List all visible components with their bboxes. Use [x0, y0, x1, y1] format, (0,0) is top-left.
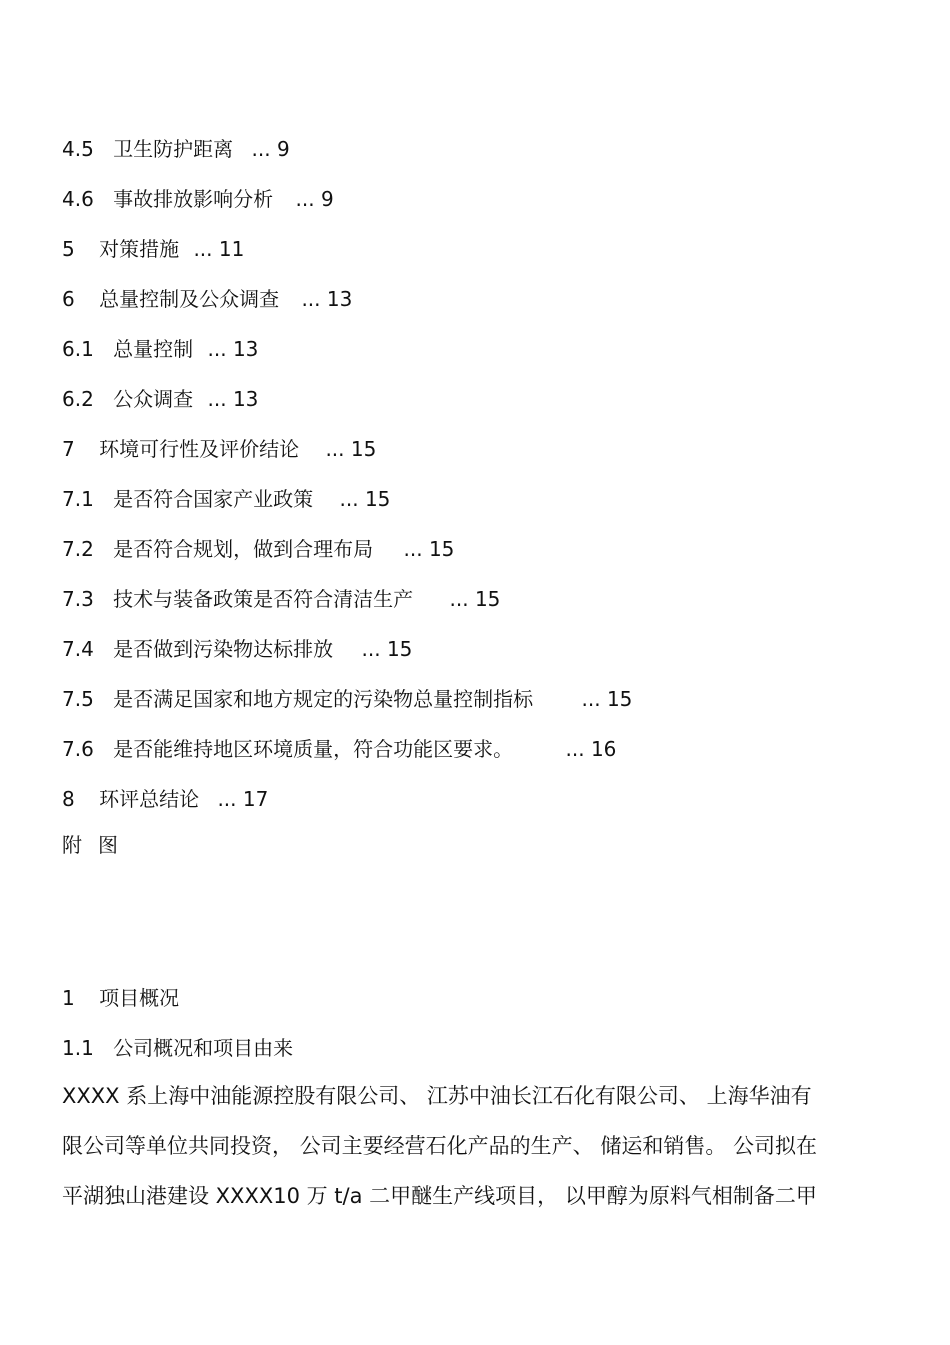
toc-entry-7-6[interactable]: [62, 736, 616, 762]
section-title: 公司概况和项目由来: [113, 1036, 294, 1060]
section-number: 1: [62, 986, 75, 1010]
toc-entry-8[interactable]: [62, 786, 268, 812]
toc-number: 6: [62, 287, 75, 311]
toc-page: ... 9: [251, 137, 290, 161]
toc-page: ... 15: [325, 437, 377, 461]
toc-entry-7-1[interactable]: [62, 486, 390, 512]
toc-number: 7: [62, 437, 75, 461]
toc-title: 总量控制及公众调查: [99, 287, 280, 311]
toc-page: ... 16: [565, 737, 617, 761]
toc-entry-7-5[interactable]: [62, 686, 632, 712]
section-title: 项目概况: [99, 986, 180, 1010]
toc-title: 对策措施: [99, 237, 180, 261]
toc-number: 7.1: [62, 487, 94, 511]
toc-number: 6.2: [62, 387, 94, 411]
toc-number: 5: [62, 237, 75, 261]
toc-page: ... 13: [207, 387, 259, 411]
paragraph-line: 限公司等单位共同投资， 公司主要经营石化产品的生产、 储运和销售。 公司拟在: [62, 1134, 818, 1158]
toc-number: 7.6: [62, 737, 94, 761]
toc-title: 卫生防护距离: [113, 137, 234, 161]
toc-number: 7.2: [62, 537, 94, 561]
toc-entry-6-1[interactable]: [62, 336, 258, 362]
toc-number: 4.5: [62, 137, 94, 161]
toc-title: 环评总结论: [99, 787, 200, 811]
appendix-label[interactable]: 附图: [62, 833, 134, 857]
toc-number: 8: [62, 787, 75, 811]
toc-title: 是否满足国家和地方规定的污染物总量控制指标: [113, 687, 534, 711]
toc-number: 7.4: [62, 637, 94, 661]
toc-title: 是否符合规划，做到合理布局: [113, 537, 374, 561]
toc-entry-4-6[interactable]: [62, 186, 334, 212]
toc-title: 是否能维持地区环境质量，符合功能区要求。: [113, 737, 514, 761]
toc-number: 7.3: [62, 587, 94, 611]
toc-title: 是否符合国家产业政策: [113, 487, 314, 511]
toc-title: 环境可行性及评价结论: [99, 437, 300, 461]
toc-entry-6-2[interactable]: [62, 386, 258, 412]
toc-page: ... 17: [217, 787, 269, 811]
toc-entry-7[interactable]: [62, 436, 376, 462]
section-number: 1.1: [62, 1036, 94, 1060]
toc-page: ... 15: [403, 537, 455, 561]
toc-entry-7-4[interactable]: [62, 636, 412, 662]
toc-page: ... 11: [193, 237, 245, 261]
toc-title: 是否做到污染物达标排放: [113, 637, 334, 661]
toc-page: ... 15: [339, 487, 391, 511]
toc-title: 事故排放影响分析: [113, 187, 274, 211]
toc-page: ... 13: [207, 337, 259, 361]
toc-page: ... 9: [295, 187, 334, 211]
toc-number: 4.6: [62, 187, 94, 211]
toc-number: 6.1: [62, 337, 94, 361]
toc-title: 公众调查: [113, 387, 194, 411]
toc-page: ... 13: [301, 287, 353, 311]
section-heading-1-1: [62, 1035, 293, 1061]
section-heading-1: [62, 985, 179, 1011]
toc-number: 7.5: [62, 687, 94, 711]
toc-entry-7-2[interactable]: [62, 536, 454, 562]
toc-page: ... 15: [449, 587, 501, 611]
toc-entry-5[interactable]: [62, 236, 244, 262]
toc-entry-6[interactable]: [62, 286, 352, 312]
toc-page: ... 15: [581, 687, 633, 711]
toc-title: 技术与装备政策是否符合清洁生产: [113, 587, 414, 611]
toc-entry-4-5[interactable]: [62, 136, 290, 162]
toc-page: ... 15: [361, 637, 413, 661]
paragraph-line: XXXX 系上海中油能源控股有限公司、 江苏中油长江石化有限公司、 上海华油有: [62, 1084, 812, 1108]
paragraph-line: 平湖独山港建设 XXXX10 万 t/a 二甲醚生产线项目， 以甲醇为原料气相制备二甲: [62, 1184, 817, 1208]
toc-title: 总量控制: [113, 337, 194, 361]
toc-entry-7-3[interactable]: [62, 586, 500, 612]
